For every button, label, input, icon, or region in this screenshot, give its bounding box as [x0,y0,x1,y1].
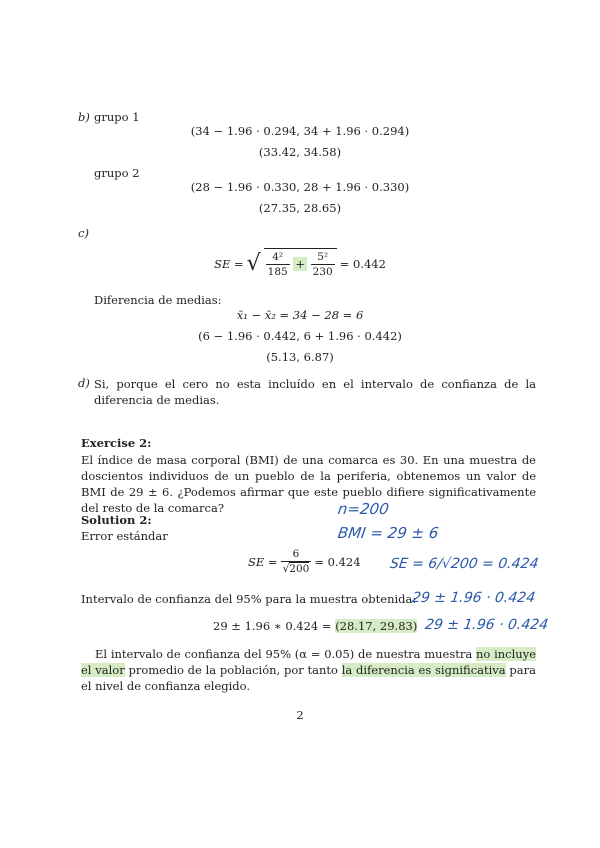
se-label: Error estándar [81,529,168,543]
se-rhs-sol: = 0.424 [314,554,361,569]
handwritten-ci-1: 29 ± 1.96 · 0.424 [410,590,537,606]
fraction-2-den: 230 [312,266,333,278]
part-c-marker: c) [78,226,89,240]
ci-label: Intervalo de confianza del 95% para la muestra obtenida: [81,592,417,606]
fraction-1-num: 4² [266,250,290,265]
handwritten-se: SE = 6/√200 = 0.424 [388,556,540,572]
se-formula-sol [248,547,361,576]
fraction-2 [311,250,335,279]
diff-interval-expr: (6 − 1.96 · 0.442, 6 + 1.96 · 0.442) [198,329,402,343]
se-fraction [281,547,312,576]
diff-label: Diferencia de medias: [94,293,222,307]
plus-sign: + [295,256,306,271]
solution2-heading: Solution 2: [81,513,152,527]
fraction-1-den: 185 [267,266,288,278]
se-fraction-num: 6 [281,547,312,562]
group1-label: grupo 1 [94,110,140,124]
ci-formula [213,619,417,633]
ci-result: (28.17, 29.83) [335,619,418,633]
sqrt-body [264,248,337,279]
diff-means: x̄₁ − x̄₂ = 34 − 28 = 6 [236,308,364,322]
ci-expr: 29 ± 1.96 ∗ 0.424 = [213,619,332,633]
handwritten-n: n=200 [336,500,390,518]
se-rhs: = 0.442 [339,256,386,271]
se-lhs: SE = [214,256,244,271]
handwritten-bmi: BMI = 29 ± 6 [336,524,440,542]
exercise2-heading: Exercise 2: [81,436,152,450]
group1-interval-result: (33.42, 34.58) [258,145,342,159]
diff-interval-result: (5.13, 6.87) [266,350,334,364]
se-lhs-sol: SE = [248,554,278,569]
group2-interval-result: (27.35, 28.65) [258,201,342,215]
group2-label: grupo 2 [94,166,140,180]
group1-interval-expr: (34 − 1.96 · 0.294, 34 + 1.96 · 0.294) [190,124,410,138]
part-d-text: Si, porque el cero no esta incluído en el intervalo de confianza de la diferencia de medias. [94,377,536,407]
conclusion-part3: para el nivel de confianza elegido. [81,663,537,693]
conclusion-highlight-1: no incluye el valor [81,647,537,677]
conclusion-text [81,646,536,694]
conclusion-highlight-2: la diferencia es significativa [341,663,506,677]
fraction-2-num: 5² [311,250,335,265]
page-number: 2 [296,708,304,722]
part-b-marker: b) [78,110,90,124]
conclusion-part1: El intervalo de confianza del 95% (α = 0.05) de nuestra muestra [95,647,476,661]
conclusion-part2: promedio de la población, por tanto [124,663,342,677]
se-fraction-den: √200 [282,563,310,575]
fraction-1 [266,250,290,279]
group2-interval-expr: (28 − 1.96 · 0.330, 28 + 1.96 · 0.330) [190,180,410,194]
se-fraction-den-value: 200 [289,563,310,575]
part-d-marker: d) [78,376,90,390]
handwritten-ci-2: 29 ± 1.96 · 0.424 [423,617,550,633]
exercise2-text: El índice de masa corporal (BMI) de una comarca es 30. En una muestra de doscientos individuos de un pueblo de la periferia, obtenemos un valor de BMI de 29 ± 6. ¿Podemos afirmar que este pueblo difiere significativamente del resto de la comarca? [81,453,536,515]
se-formula-c [0,248,600,279]
sqrt-icon: √ [246,250,261,276]
